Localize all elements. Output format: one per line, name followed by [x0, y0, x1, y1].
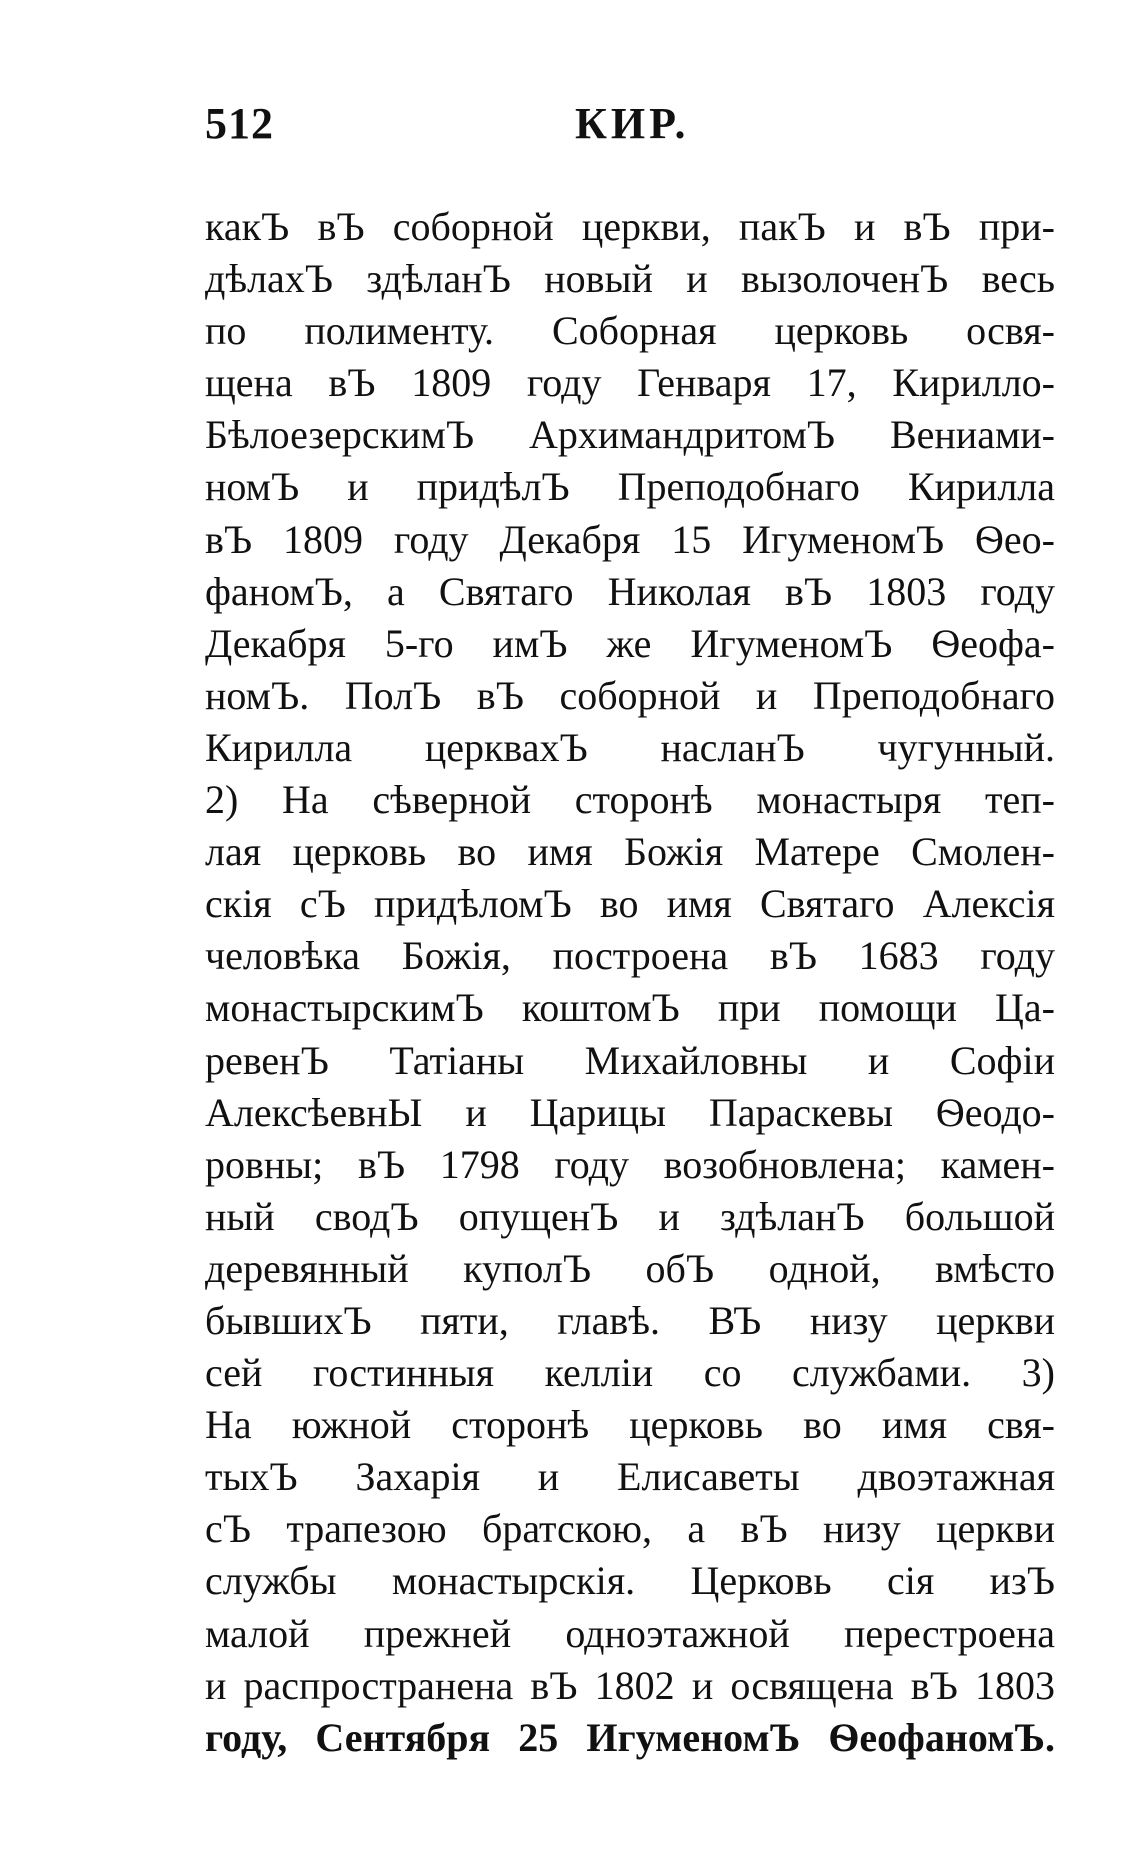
text-line: службы монастырскія. Церковь сія изЪ — [205, 1558, 1055, 1604]
text-line: сей гостинныя келліи со службами. 3) — [205, 1350, 1055, 1396]
text-line: АлексѣевнЫ и Царицы Параскевы Ѳеодо- — [205, 1089, 1055, 1135]
text-line: скія сЪ придѣломЪ во имя Святаго Алексія — [205, 881, 1055, 927]
text-line: малой прежней одноэтажной перестроена — [205, 1610, 1055, 1656]
text-line: тыхЪ Захарія и Елисаветы двоэтажная — [205, 1454, 1055, 1500]
text-line: щена вЪ 1809 году Генваря 17, Кирилло- — [205, 360, 1055, 406]
text-line: Декабря 5-го имЪ же ИгуменомЪ Ѳеофа- — [205, 620, 1055, 666]
text-line: монастырскимЪ коштомЪ при помощи Ца- — [205, 985, 1055, 1031]
text-line: дѣлахЪ здѣланЪ новый и вызолоченЪ весь — [205, 256, 1055, 302]
text-line: номЪ. ПолЪ вЪ соборной и Преподобнаго — [205, 672, 1055, 718]
text-line: номЪ и придѣлЪ Преподобнаго Кирилла — [205, 464, 1055, 510]
running-head — [205, 98, 1055, 158]
section-title: КИР. — [575, 99, 690, 148]
body-text — [205, 201, 1055, 1764]
text-line: ный сводЪ опущенЪ и здѣланЪ большой — [205, 1193, 1055, 1239]
text-line: бывшихЪ пяти, главѣ. ВЪ низу церкви — [205, 1297, 1055, 1343]
text-line: ровны; вЪ 1798 году возобновлена; камен- — [205, 1141, 1055, 1187]
text-line: какЪ вЪ соборной церкви, пакЪ и вЪ при- — [205, 204, 1055, 249]
text-line: деревянный куполЪ обЪ одной, вмѣсто — [205, 1245, 1055, 1291]
text-line: фаномЪ, а Святаго Николая вЪ 1803 году — [205, 568, 1055, 614]
text-line: сЪ трапезою братскою, а вЪ низу церкви — [205, 1506, 1055, 1552]
text-line: Кирилла церквахЪ насланЪ чугунный. — [205, 724, 1055, 770]
text-line-last: году, Сентября 25 ИгуменомЪ ѲеофаномЪ. — [205, 1714, 1055, 1760]
text-line: лая церковь во имя Божія Матере Смолен- — [205, 829, 1055, 875]
text-line: На южной сторонѣ церковь во имя свя- — [205, 1402, 1055, 1448]
text-line: БѣлоезерскимЪ АрхимандритомЪ Вениами- — [205, 412, 1055, 458]
text-line: 2) На сѣверной сторонѣ монастыря теп- — [205, 777, 1055, 823]
text-line: вЪ 1809 году Декабря 15 ИгуменомЪ Ѳео- — [205, 516, 1055, 562]
text-line: человѣка Божія, построена вЪ 1683 году — [205, 933, 1055, 979]
page-number: 512 — [205, 99, 274, 148]
text-line: и распространена вЪ 1802 и освящена вЪ 1803 — [205, 1662, 1055, 1708]
text-line: ревенЪ Татіаны Михайловны и Софіи — [205, 1037, 1055, 1083]
text-line: по полименту. Соборная церковь освя- — [205, 308, 1055, 354]
